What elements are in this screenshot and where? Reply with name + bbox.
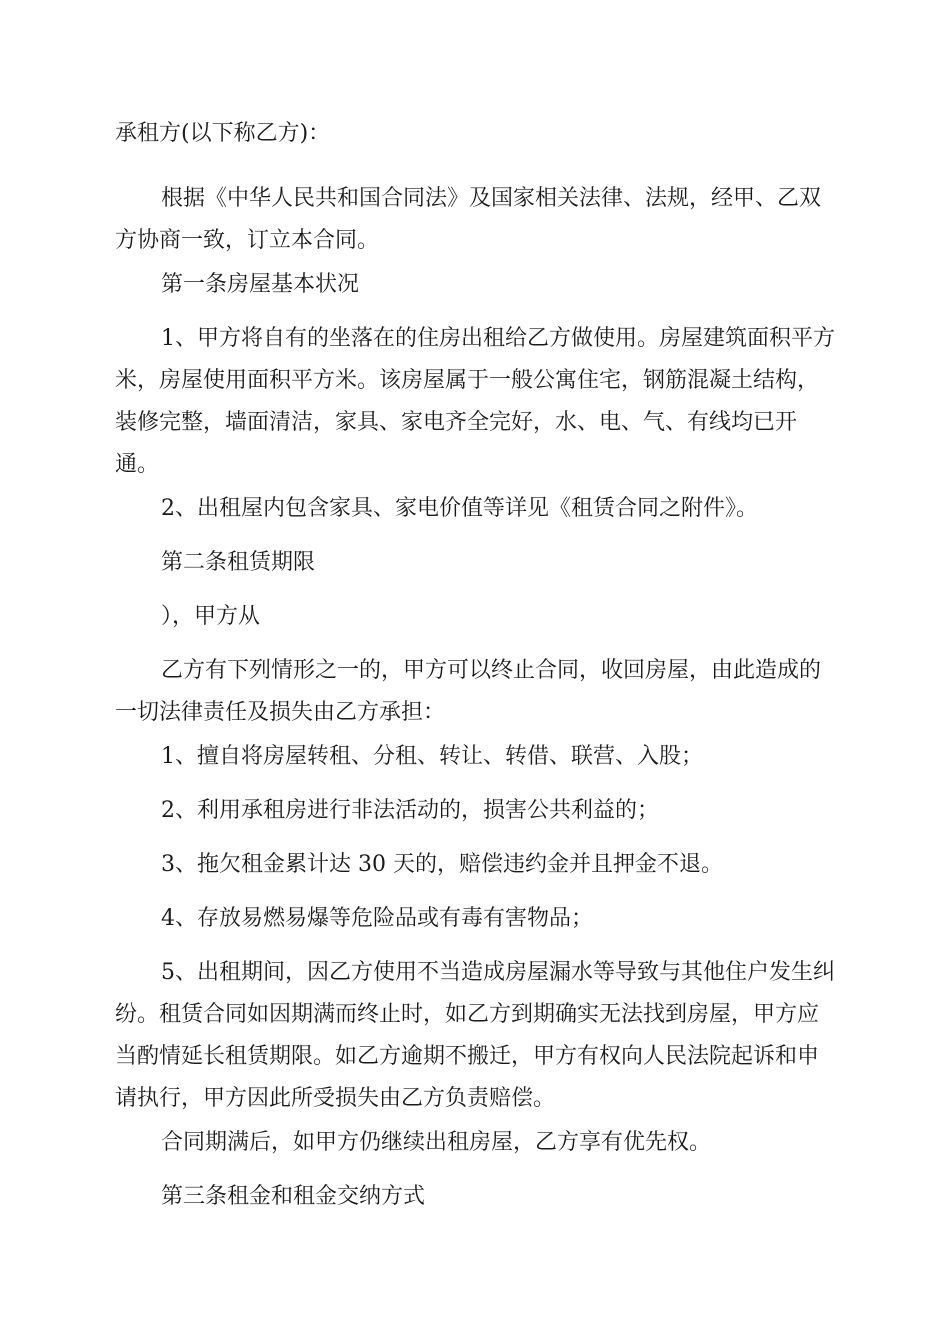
paragraph-priority-right: 合同期满后，如甲方仍继续出租房屋，乙方享有优先权。 [161,1130,712,1155]
paragraph-termination-item-5: 5、出租期间，因乙方使用不当造成房屋漏水等导致与其他住户发生纠纷。租赁合同如因期满而终止时，如乙方到期确实无法找到房屋，甲方应当酌情延长租赁期限。如乙方逾期不搬迁，甲方有权向人民法院起诉和申请执行，甲方因此所受损失由乙方负责赔偿。 [115,960,835,1111]
paragraph-fragment: ），甲方从 [161,604,261,629]
paragraph-termination-item-3: 3、拖欠租金累计达 30 天的，赔偿违约金并且押金不退。 [161,852,723,877]
heading-article-1: 第一条房屋基本状况 [161,272,360,297]
heading-article-2: 第二条租赁期限 [161,550,316,575]
paragraph-termination-item-4: 4、存放易燃易爆等危险品或有毒有害物品； [161,906,593,931]
paragraph-article-1-item-1: 1、甲方将自有的坐落在的住房出租给乙方做使用。房屋建筑面积平方米，房屋使用面积平方米。该房屋属于一般公寓住宅，钢筋混凝土结构，装修完整，墙面清洁，家具、家电齐全完好，水、电、气、有线均已开通。 [115,326,835,477]
heading-article-3: 第三条租金和租金交纳方式 [161,1184,426,1209]
paragraph-article-1-item-2: 2、出租屋内包含家具、家电价值等详见《租赁合同之附件》。 [161,496,758,521]
paragraph-preamble: 根据《中华人民共和国合同法》及国家相关法律、法规，经甲、乙双方协商一致，订立本合同。 [115,186,822,253]
paragraph-termination-item-1: 1、擅自将房屋转租、分租、转让、转借、联营、入股； [161,744,703,769]
paragraph-lessee-line: 承租方(以下称乙方)： [115,121,331,146]
paragraph-termination-intro: 乙方有下列情形之一的，甲方可以终止合同，收回房屋，由此造成的一切法律责任及损失由乙方承担： [115,658,822,725]
paragraph-termination-item-2: 2、利用承租房进行非法活动的，损害公共利益的； [161,798,659,823]
